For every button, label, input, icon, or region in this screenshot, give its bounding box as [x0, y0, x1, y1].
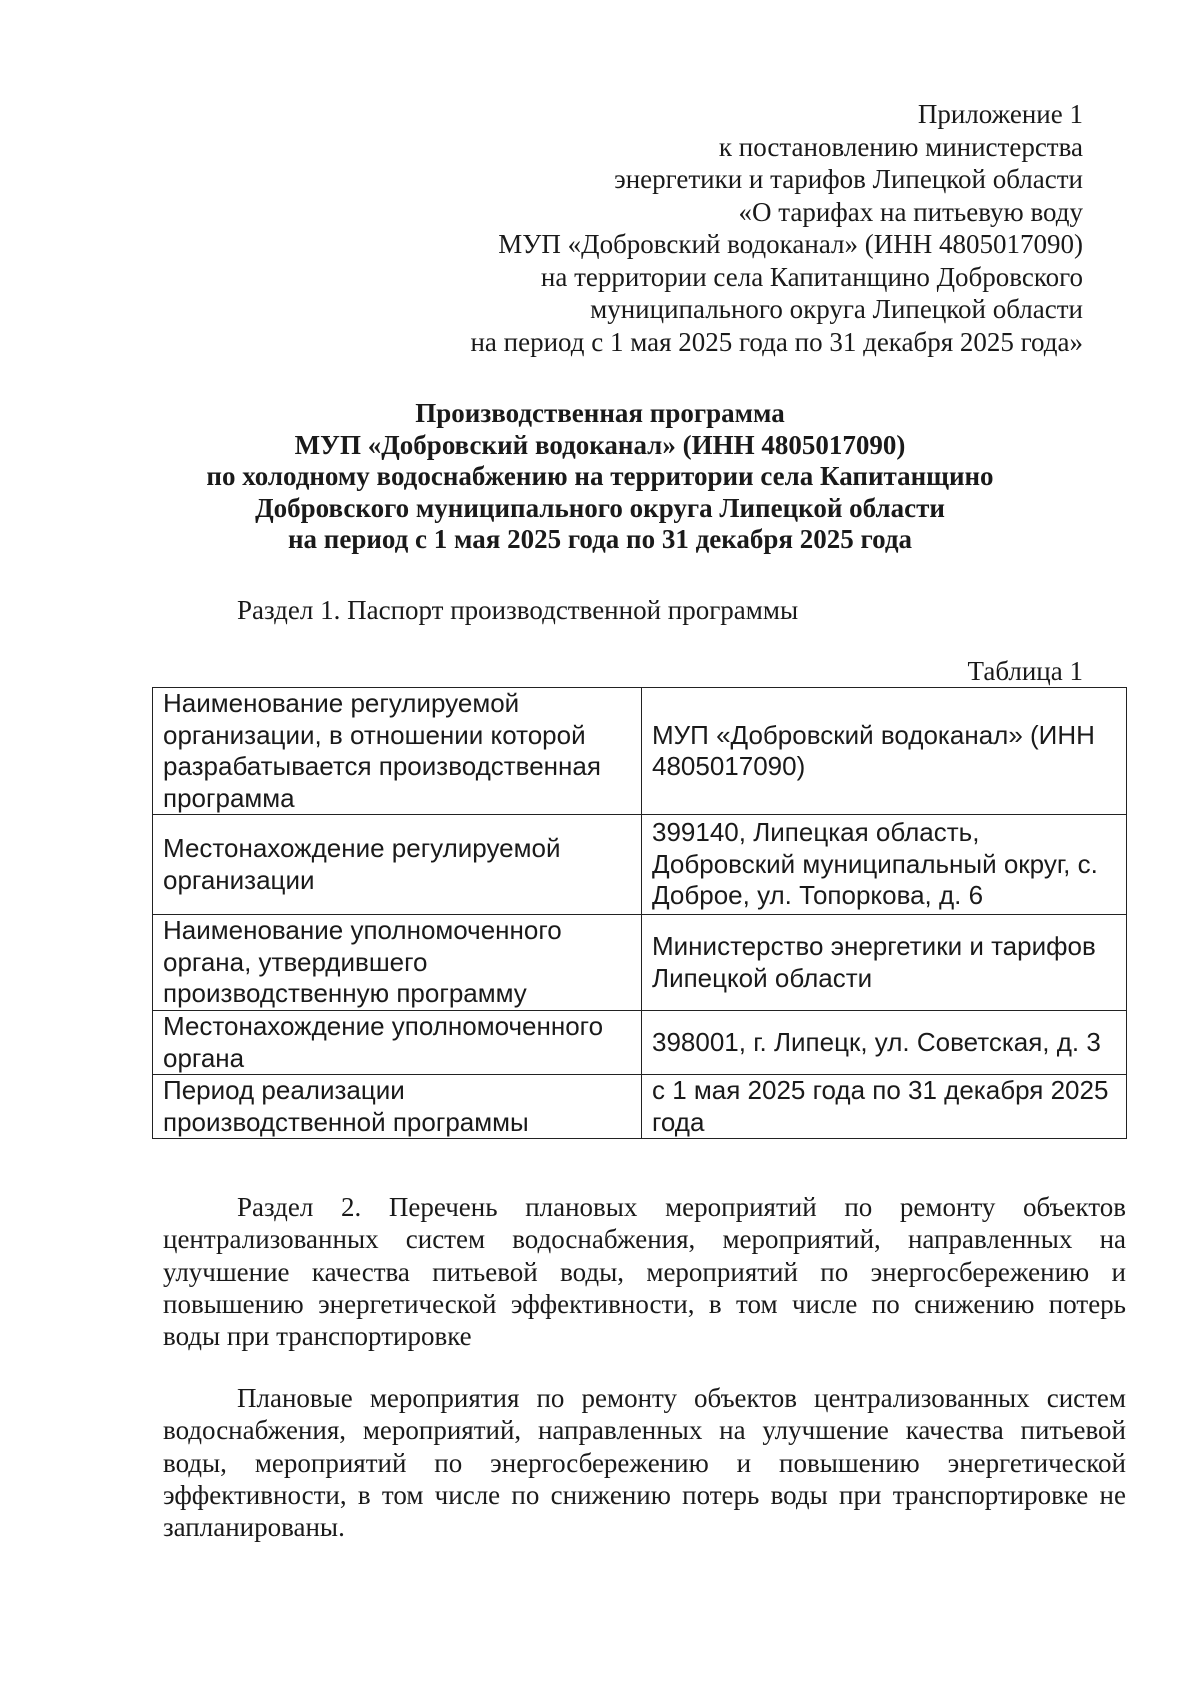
appendix-line: к постановлению министерства: [718, 131, 1083, 162]
row-value: МУП «Добровский водоканал» (ИНН 4805017090): [642, 688, 1127, 815]
section1-heading: Раздел 1. Паспорт производственной программы: [237, 595, 799, 625]
table-caption: Таблица 1: [967, 656, 1083, 686]
table-row: [153, 815, 1127, 915]
title-line: на период с 1 мая 2025 года по 31 декабря 2025 года: [287, 524, 912, 554]
passport-table: [152, 687, 1127, 1139]
table-row: [153, 1011, 1127, 1075]
appendix-line: на территории села Капитанщино Добровского: [540, 261, 1083, 292]
appendix-line: муниципального округа Липецкой области: [590, 294, 1083, 324]
appendix-line: МУП «Добровский водоканал» (ИНН 4805017090): [498, 229, 1083, 259]
row-label: Наименование регулируемой организации, в отношении которой разрабатывается производственная программа: [153, 688, 642, 815]
row-label: Местонахождение уполномоченного органа: [153, 1011, 642, 1075]
row-value: 399140, Липецкая область, Добровский муниципальный округ, с. Доброе, ул. Топоркова, д. 6: [642, 815, 1127, 915]
appendix-line: «О тарифах на питьевую воду: [738, 196, 1083, 227]
appendix-line: энергетики и тарифов Липецкой области: [614, 164, 1083, 194]
row-value: Министерство энергетики и тарифов Липецкой области: [642, 915, 1127, 1011]
row-label: Местонахождение регулируемой организации: [153, 815, 642, 915]
section2-body: Плановые мероприятия по ремонту объектов централизованных систем водоснабжения, мероприятий, направленных на улучшение качества питьевой воды, мероприятий по энергосбережению и повышению энергетической эффективности, в том числе по снижению потерь воды при транспортировке не запланированы.: [163, 1383, 1126, 1543]
appendix-block: [470, 98, 1083, 358]
row-value: 398001, г. Липецк, ул. Советская, д. 3: [642, 1011, 1127, 1075]
row-label: Период реализации производственной программы: [153, 1075, 642, 1139]
title-line: по холодному водоснабжению на территории села Капитанщино: [206, 461, 994, 491]
row-label: Наименование уполномоченного органа, утвердившего производственную программу: [153, 915, 642, 1011]
title-line: Производственная программа: [415, 398, 785, 428]
appendix-line: Приложение 1: [917, 99, 1083, 129]
document-title: [0, 398, 1200, 556]
table-row: [153, 915, 1127, 1011]
row-value: с 1 мая 2025 года по 31 декабря 2025 года: [642, 1075, 1127, 1139]
table-row: [153, 688, 1127, 815]
title-line: МУП «Добровский водоканал» (ИНН 4805017090): [294, 429, 906, 460]
appendix-line: на период с 1 мая 2025 года по 31 декабря 2025 года»: [470, 326, 1083, 357]
table-row: [153, 1075, 1127, 1139]
title-line: Добровского муниципального округа Липецкой области: [255, 492, 945, 523]
section2-heading: Раздел 2. Перечень плановых мероприятий по ремонту объектов централизованных систем водоснабжения, мероприятий, направленных на улучшение качества питьевой воды, мероприятий по энергосбережению и повышению энергетической эффективности, в том числе по снижению потерь воды при транспортировке: [163, 1192, 1126, 1352]
